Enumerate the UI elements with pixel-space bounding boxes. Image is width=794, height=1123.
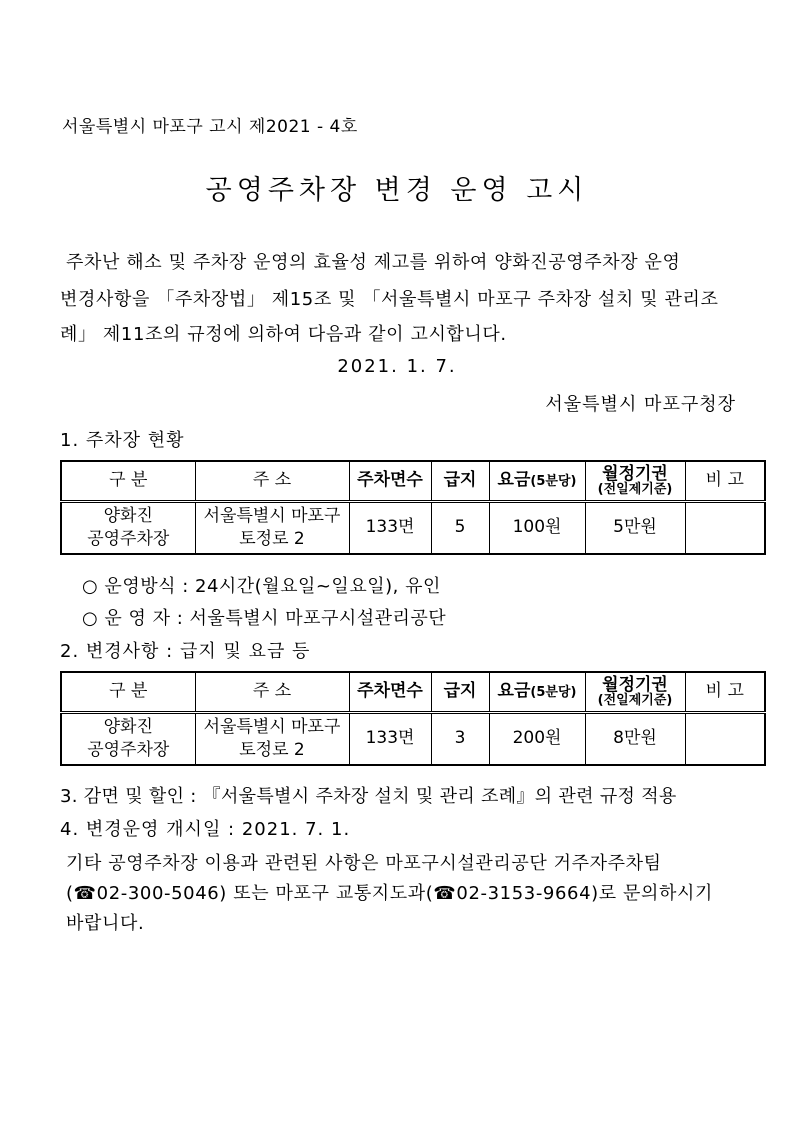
section2-heading: 2. 변경사항 : 급지 및 요금 등 [60,641,311,662]
header-monthly-main: 월정기권 [602,463,668,484]
cell-name-line1: 양화진 [103,505,153,526]
operator: ○ 운 영 자 : 서울특별시 마포구시설관리공단 [82,608,447,629]
header-monthly-main: 월정기권 [602,674,668,695]
closing-line-3: 바랍니다. [66,913,145,934]
section1-heading: 1. 주차장 현황 [60,430,185,451]
header-grade: 급지 [431,461,489,501]
cell-remarks [685,501,765,554]
closing-line-2: (☎02-300-5046) 또는 마포구 교통지도과(☎02-3153-9664)로 문의하시기 [66,883,713,904]
header-fee [489,672,585,712]
header-spaces: 주차면수 [349,461,431,501]
table-row [61,501,765,554]
cell-grade: 5 [431,501,489,554]
cell-fee: 100원 [489,501,585,554]
changes-table [60,671,766,766]
cell-fee: 200원 [489,712,585,765]
cell-address [195,712,349,765]
header-monthly [585,672,685,712]
header-monthly-sub: (전일제기준) [597,481,673,497]
cell-address-line2: 토정로 2 [239,528,305,549]
header-remarks: 비 고 [685,672,765,712]
header-gubun: 구 분 [61,672,195,712]
intro-line-1: 주차난 해소 및 주차장 운영의 효율성 제고를 위하여 양화진공영주차장 운영 [66,252,681,273]
header-grade: 급지 [431,672,489,712]
header-fee-sub: (5분당) [530,474,577,490]
cell-address [195,501,349,554]
cell-remarks [685,712,765,765]
header-fee-main: 요금 [497,470,531,491]
cell-monthly: 5만원 [585,501,685,554]
cell-name-line2: 공영주차장 [87,739,170,760]
table-header-row [61,672,765,712]
cell-name [61,501,195,554]
header-fee-main: 요금 [497,681,531,702]
header-fee [489,461,585,501]
intro-line-2: 변경사항을 「주차장법」 제15조 및 「서울특별시 마포구 주차장 설치 및 관리조 [60,289,719,310]
closing-line-1: 기타 공영주차장 이용과 관련된 사항은 마포구시설관리공단 거주자주차팀 [66,853,662,874]
table-header-row [61,461,765,501]
page-title: 공영주차장 변경 운영 고시 [205,175,589,206]
header-monthly [585,461,685,501]
header-spaces: 주차면수 [349,672,431,712]
notice-date: 2021. 1. 7. [337,356,457,377]
cell-spaces: 133면 [349,712,431,765]
header-address: 주 소 [195,672,349,712]
header-address: 주 소 [195,461,349,501]
cell-spaces: 133면 [349,501,431,554]
cell-name [61,712,195,765]
cell-name-line1: 양화진 [103,716,153,737]
cell-address-line2: 토정로 2 [239,739,305,760]
current-status-table [60,460,766,555]
notice-number: 서울특별시 마포구 고시 제2021 - 4호 [62,117,358,137]
operation-method: ○ 운영방식 : 24시간(월요일~일요일), 유인 [82,576,441,597]
cell-address-line1: 서울특별시 마포구 [203,716,341,737]
header-fee-sub: (5분당) [530,685,577,701]
cell-address-line1: 서울특별시 마포구 [203,505,341,526]
header-remarks: 비 고 [685,461,765,501]
cell-name-line2: 공영주차장 [87,528,170,549]
cell-monthly: 8만원 [585,712,685,765]
header-gubun: 구 분 [61,461,195,501]
section3-discount: 3. 감면 및 할인 : 『서울특별시 주차장 설치 및 관리 조례』의 관련 규정 적용 [60,786,677,807]
section4-start-date: 4. 변경운영 개시일 : 2021. 7. 1. [60,819,351,840]
table-row [61,712,765,765]
intro-line-3: 례」 제11조의 규정에 의하여 다음과 같이 고시합니다. [60,324,507,345]
issuer: 서울특별시 마포구청장 [545,394,736,415]
cell-grade: 3 [431,712,489,765]
header-monthly-sub: (전일제기준) [597,692,673,708]
